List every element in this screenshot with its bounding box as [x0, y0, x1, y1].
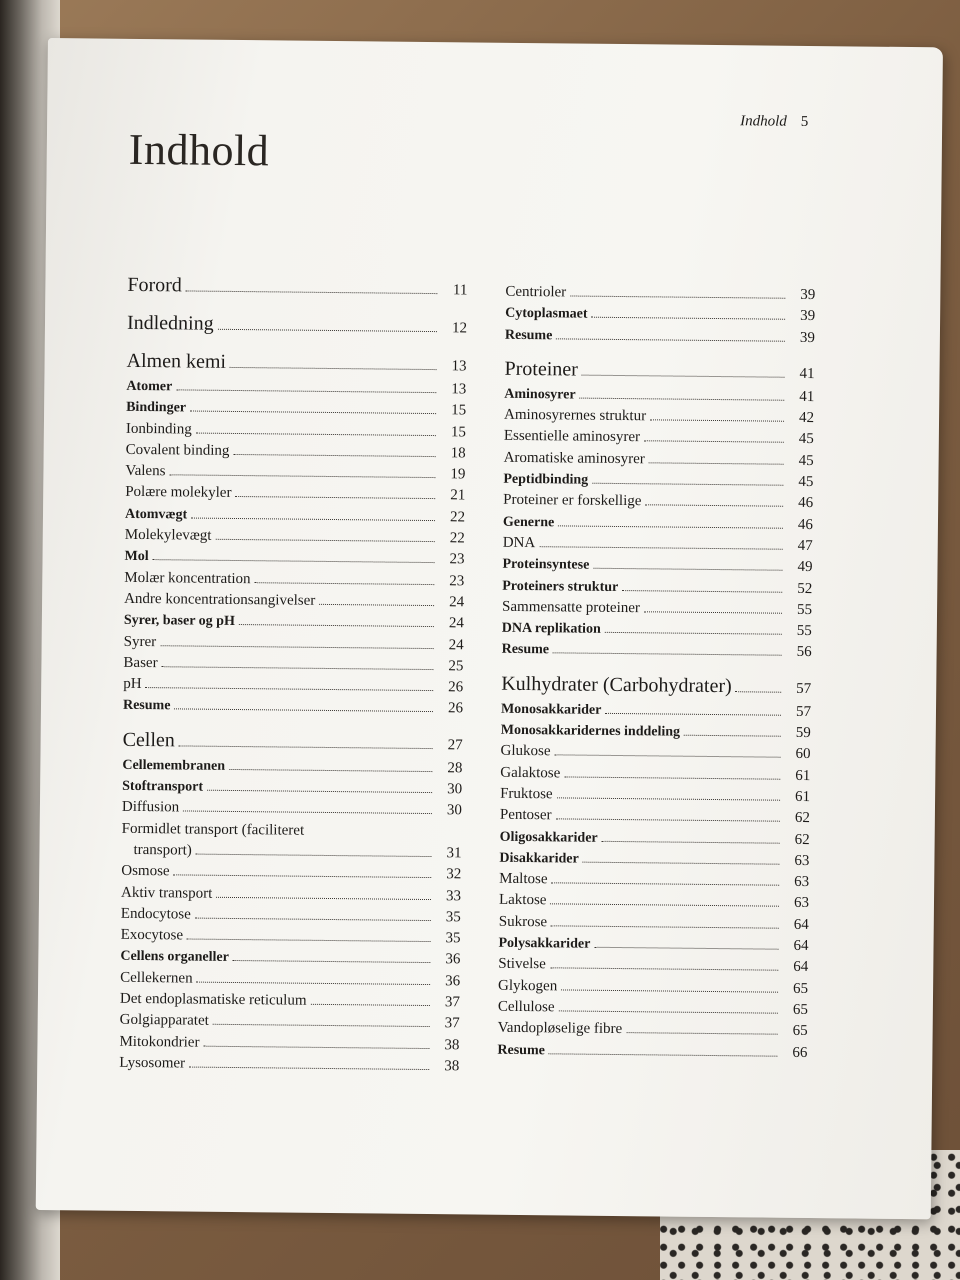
toc-page-number: 23 — [449, 572, 465, 590]
toc-page-number: 49 — [797, 559, 813, 576]
toc-entry-title: Valens — [125, 463, 166, 480]
toc-page-number: 19 — [450, 466, 466, 483]
toc-entry — [501, 640, 811, 665]
toc-page-number: 15 — [451, 402, 467, 419]
toc-page-number: 33 — [445, 887, 462, 904]
dot-leader — [552, 882, 780, 885]
toc-entry-title: Cellulose — [497, 998, 555, 1016]
dot-leader — [549, 1053, 778, 1056]
toc-page-number: 24 — [449, 594, 465, 611]
toc-page-number: 62 — [794, 810, 810, 827]
toc-entry-title: Ionbinding — [125, 420, 192, 438]
toc-page-number: 15 — [450, 423, 466, 440]
toc-page-number: 45 — [798, 473, 814, 491]
toc-page-number: 42 — [798, 410, 815, 427]
toc-page-number: 57 — [796, 680, 812, 697]
toc-entry-title: Proteiner — [504, 357, 578, 381]
dot-leader — [183, 811, 432, 815]
toc-page-number: 30 — [447, 781, 463, 798]
dot-leader — [174, 875, 432, 879]
toc-page-number: 45 — [798, 452, 814, 469]
toc-entry-title: Centrioler — [505, 283, 567, 301]
toc-page-number: 36 — [445, 951, 461, 968]
toc-entry-title: Aminosyrernes struktur — [503, 406, 647, 425]
toc-page-number: 63 — [793, 895, 810, 912]
toc-entry-title: Endocytose — [120, 905, 191, 923]
dot-leader — [539, 546, 782, 550]
dot-leader — [570, 295, 785, 298]
dot-leader — [559, 1010, 778, 1013]
toc-page-number: 11 — [452, 282, 468, 299]
dot-leader — [186, 290, 438, 294]
toc-entry-title: Diffusion — [121, 799, 180, 816]
toc-page-number: 41 — [799, 388, 815, 405]
book-page — [36, 38, 943, 1219]
dot-leader — [203, 1045, 429, 1048]
toc-entry-title: Galaktose — [500, 764, 561, 782]
toc-entry-title: Resume — [497, 1042, 545, 1058]
toc-entry-title: Resume — [504, 327, 553, 343]
dot-leader — [179, 745, 433, 749]
dot-leader — [207, 790, 432, 793]
toc-page-number: 38 — [444, 1036, 460, 1053]
dot-leader — [551, 925, 779, 928]
toc-entry-title: Molekylevægt — [124, 526, 212, 544]
toc-entry-title: Aktiv transport — [120, 884, 213, 902]
dot-leader — [564, 776, 780, 779]
toc-page-number: 64 — [793, 959, 809, 976]
toc-entry-title: Bindinger — [126, 400, 187, 416]
toc-page-number: 26 — [447, 700, 464, 717]
dot-leader — [561, 989, 778, 992]
dot-leader — [190, 411, 436, 415]
dot-leader — [592, 483, 783, 486]
dot-leader — [189, 1066, 429, 1070]
toc-entry-title: Proteiners struktur — [502, 578, 619, 595]
dot-leader — [215, 539, 434, 542]
dot-leader — [255, 582, 435, 585]
toc-entry-title: Cellekernen — [120, 969, 193, 987]
toc-entry-title: Glykogen — [498, 977, 558, 994]
toc-entry — [121, 819, 461, 865]
dot-leader — [650, 420, 784, 422]
toc-entry-title: Cytoplasmaet — [505, 306, 588, 322]
toc-entry-title: Glukose — [500, 743, 551, 760]
toc-entry — [505, 325, 815, 350]
toc-page-number: 39 — [799, 329, 815, 346]
toc-entry-title: Stivelse — [498, 956, 546, 973]
toc-chapter — [126, 347, 466, 381]
toc-page-number: 31 — [446, 845, 462, 862]
toc-entry-title: Sukrose — [498, 913, 548, 930]
dot-leader — [645, 505, 783, 507]
toc-entry-title: Andre koncentrationsangivelser — [124, 590, 316, 609]
toc-left-column — [119, 271, 467, 1079]
toc-page-number: 22 — [449, 530, 465, 547]
toc-page-number: 64 — [793, 937, 809, 955]
toc-entry-title: Covalent binding — [125, 441, 230, 459]
toc-entry-title: Indledning — [126, 311, 214, 335]
toc-entry-title: Baser — [123, 654, 158, 672]
dot-leader — [644, 441, 784, 443]
toc-page-number: 64 — [793, 916, 809, 933]
toc-page-number: 23 — [449, 551, 465, 568]
dot-leader — [556, 338, 785, 341]
toc-page-number: 60 — [795, 746, 811, 763]
toc-page-number: 25 — [448, 658, 464, 675]
toc-entry-title: Molær koncentration — [124, 569, 251, 587]
toc-page-number: 65 — [793, 980, 809, 997]
dot-leader — [605, 713, 781, 716]
toc-entry-title: Exocytose — [120, 926, 184, 944]
toc-entry — [119, 1054, 459, 1079]
toc-entry-title: Lysosomer — [119, 1054, 186, 1072]
dot-leader — [594, 947, 778, 950]
toc-entry — [497, 1040, 807, 1065]
dot-leader — [311, 1004, 430, 1006]
dot-leader — [592, 317, 786, 320]
dot-leader — [216, 896, 431, 899]
toc-entry-title: Stoftransport — [122, 778, 204, 795]
toc-page-number: 27 — [447, 736, 463, 754]
dot-leader — [187, 939, 431, 943]
toc-entry-title: Monosakkarider — [500, 701, 602, 718]
dot-leader — [174, 709, 433, 713]
dot-leader — [580, 397, 785, 400]
toc-entry-title: Disakkarider — [499, 850, 579, 867]
toc-page-number: 32 — [446, 866, 462, 883]
toc-entry-title: Forord — [127, 273, 182, 297]
toc-entry-title: Atomer — [126, 378, 173, 395]
toc-page-number: 57 — [795, 703, 812, 720]
dot-leader — [230, 367, 437, 370]
toc-entry-title: Mitokondrier — [119, 1033, 200, 1051]
toc-page-number: 55 — [796, 623, 812, 640]
dot-leader — [582, 374, 785, 377]
toc-page-number: 62 — [794, 831, 810, 848]
toc-entry-title: Monosakkaridernes inddeling — [500, 722, 681, 740]
running-head-title: Indhold — [740, 113, 787, 130]
toc-entry-title: Resume — [501, 642, 550, 658]
toc-page-number: 65 — [792, 1023, 808, 1040]
toc-entry-title: Mol — [124, 549, 149, 565]
toc-page-number: 12 — [451, 320, 468, 337]
dot-leader — [235, 496, 435, 499]
toc-page-number: 47 — [797, 537, 813, 555]
toc-page-number: 46 — [797, 516, 814, 533]
toc-page-number: 26 — [448, 679, 464, 696]
dot-leader — [213, 1024, 430, 1027]
toc-page-number: 41 — [799, 365, 815, 382]
toc-entry-title: Peptidbinding — [503, 471, 589, 488]
dot-leader — [555, 755, 781, 758]
toc-entry-title: Golgiapparatet — [119, 1012, 209, 1030]
toc-entry-title: DNA replikation — [501, 620, 601, 637]
toc-entry-title: Formidlet transport (faciliteret — [121, 820, 305, 839]
toc-entry-title: Cellens organeller — [120, 949, 229, 966]
toc-page-number: 37 — [444, 994, 461, 1011]
toc-chapter — [127, 271, 467, 305]
toc-page-number: 36 — [445, 972, 461, 990]
toc-entry-title: Maltose — [499, 870, 548, 888]
toc-entry-title: Atomvægt — [124, 506, 188, 523]
toc-entry-title: Aminosyrer — [504, 386, 576, 403]
dot-leader — [195, 917, 431, 920]
toc-entry-title: Syrer — [123, 633, 157, 650]
toc-page-number: 63 — [794, 873, 810, 891]
toc-page-number: 18 — [450, 445, 466, 462]
dot-leader — [218, 329, 437, 332]
toc-entry-title: Fruktose — [500, 785, 553, 803]
dot-leader — [550, 968, 778, 971]
dot-leader — [556, 819, 780, 822]
toc-page-number: 61 — [795, 767, 811, 784]
toc-entry-title: DNA — [502, 534, 536, 552]
toc-page-number: 30 — [446, 802, 463, 819]
toc-entry-title: Polære molekyler — [125, 484, 232, 502]
toc-page-number: 65 — [792, 1001, 808, 1018]
toc-page-number: 63 — [794, 852, 810, 869]
toc-page-number: 52 — [797, 580, 813, 597]
toc-entry-title: Det endoplasmatiske reticulum — [119, 990, 307, 1009]
dot-leader — [557, 797, 780, 800]
toc-page-number: 38 — [444, 1058, 460, 1075]
toc-page-number: 35 — [445, 930, 461, 947]
toc-page-number: 56 — [796, 644, 812, 661]
dot-leader — [622, 590, 782, 593]
toc-page-number: 39 — [800, 286, 816, 304]
toc-entry-title: Oligosakkarider — [499, 829, 598, 846]
toc-page-number: 13 — [451, 381, 467, 398]
toc-page-number: 61 — [795, 788, 811, 805]
toc-page-number: 39 — [800, 308, 816, 325]
toc-entry — [123, 696, 463, 721]
toc-entry-title: Cellen — [122, 728, 175, 752]
toc-entry-title: Essentielle aminosyrer — [503, 428, 641, 446]
toc-entry-title: pH — [123, 675, 142, 693]
dot-leader — [196, 854, 432, 857]
toc-page-number: 24 — [448, 615, 464, 632]
toc-entry-title: Almen kemi — [126, 349, 227, 373]
toc-page-number: 59 — [795, 724, 811, 742]
dot-leader — [736, 691, 782, 692]
dot-leader — [558, 525, 783, 528]
toc-entry-title: Proteinsyntese — [502, 557, 590, 573]
dot-leader — [162, 666, 434, 670]
toc-entry-title: Generne — [502, 514, 555, 530]
toc-page-number: 66 — [792, 1044, 808, 1061]
dot-leader — [197, 981, 431, 984]
dot-leader — [602, 840, 780, 843]
toc-entry-title: Pentoser — [499, 807, 552, 824]
running-head — [740, 113, 808, 131]
toc-chapter — [122, 726, 462, 760]
toc-entry-title: Polysakkarider — [498, 935, 591, 952]
dot-leader — [644, 611, 782, 613]
toc-page-number: 35 — [445, 909, 461, 926]
toc-page-number: 28 — [447, 759, 463, 777]
toc-entry-title: Aromatiske aminosyrer — [503, 449, 645, 468]
dot-leader — [649, 462, 784, 464]
toc-entry-title: Vandopløselige fibre — [497, 1019, 623, 1038]
dot-leader — [626, 1032, 777, 1035]
dot-leader — [233, 454, 435, 457]
dot-leader — [239, 624, 434, 627]
toc-page-number: 24 — [448, 636, 464, 653]
toc-entry-title: Kulhydrater (Carbohydrater) — [501, 672, 732, 697]
toc-entry-title: Proteiner er forskellige — [503, 492, 642, 510]
toc-entry-title: Resume — [122, 698, 171, 714]
dot-leader — [553, 653, 782, 656]
toc-right-column — [497, 283, 815, 1065]
dot-leader — [176, 389, 436, 393]
toc-entry-title: Syrer, baser og pH — [123, 613, 235, 630]
toc-entry-title: Laktose — [498, 892, 547, 909]
dot-leader — [605, 632, 782, 635]
dot-leader — [196, 432, 436, 436]
page-title: Indhold — [128, 124, 270, 176]
toc-page-number: 13 — [451, 358, 467, 375]
toc-page-number: 55 — [796, 601, 813, 618]
dot-leader — [169, 474, 435, 478]
page-number: 5 — [800, 113, 809, 130]
toc-page-number: 46 — [798, 495, 814, 512]
toc-page-number: 37 — [444, 1015, 460, 1032]
toc-page-number: 22 — [449, 509, 466, 526]
dot-leader — [191, 517, 435, 521]
toc-chapter — [127, 309, 467, 343]
toc-entry-title: Cellemembranen — [122, 757, 226, 774]
toc-chapter — [501, 670, 811, 703]
toc-entry-title: Osmose — [121, 863, 170, 880]
toc-chapter — [504, 355, 814, 388]
dot-leader — [319, 604, 434, 606]
dot-leader — [583, 861, 780, 864]
dot-leader — [160, 645, 433, 649]
dot-leader — [593, 568, 782, 571]
dot-leader — [229, 769, 432, 772]
dot-leader — [146, 687, 434, 691]
dot-leader — [550, 904, 779, 907]
dot-leader — [153, 559, 435, 563]
dot-leader — [684, 735, 781, 737]
toc-entry-title-cont: transport) — [133, 841, 192, 859]
toc-page-number: 45 — [798, 431, 814, 448]
dot-leader — [233, 960, 431, 963]
toc-page-number: 21 — [450, 487, 466, 504]
toc-entry-title: Sammensatte proteiner — [501, 598, 641, 617]
